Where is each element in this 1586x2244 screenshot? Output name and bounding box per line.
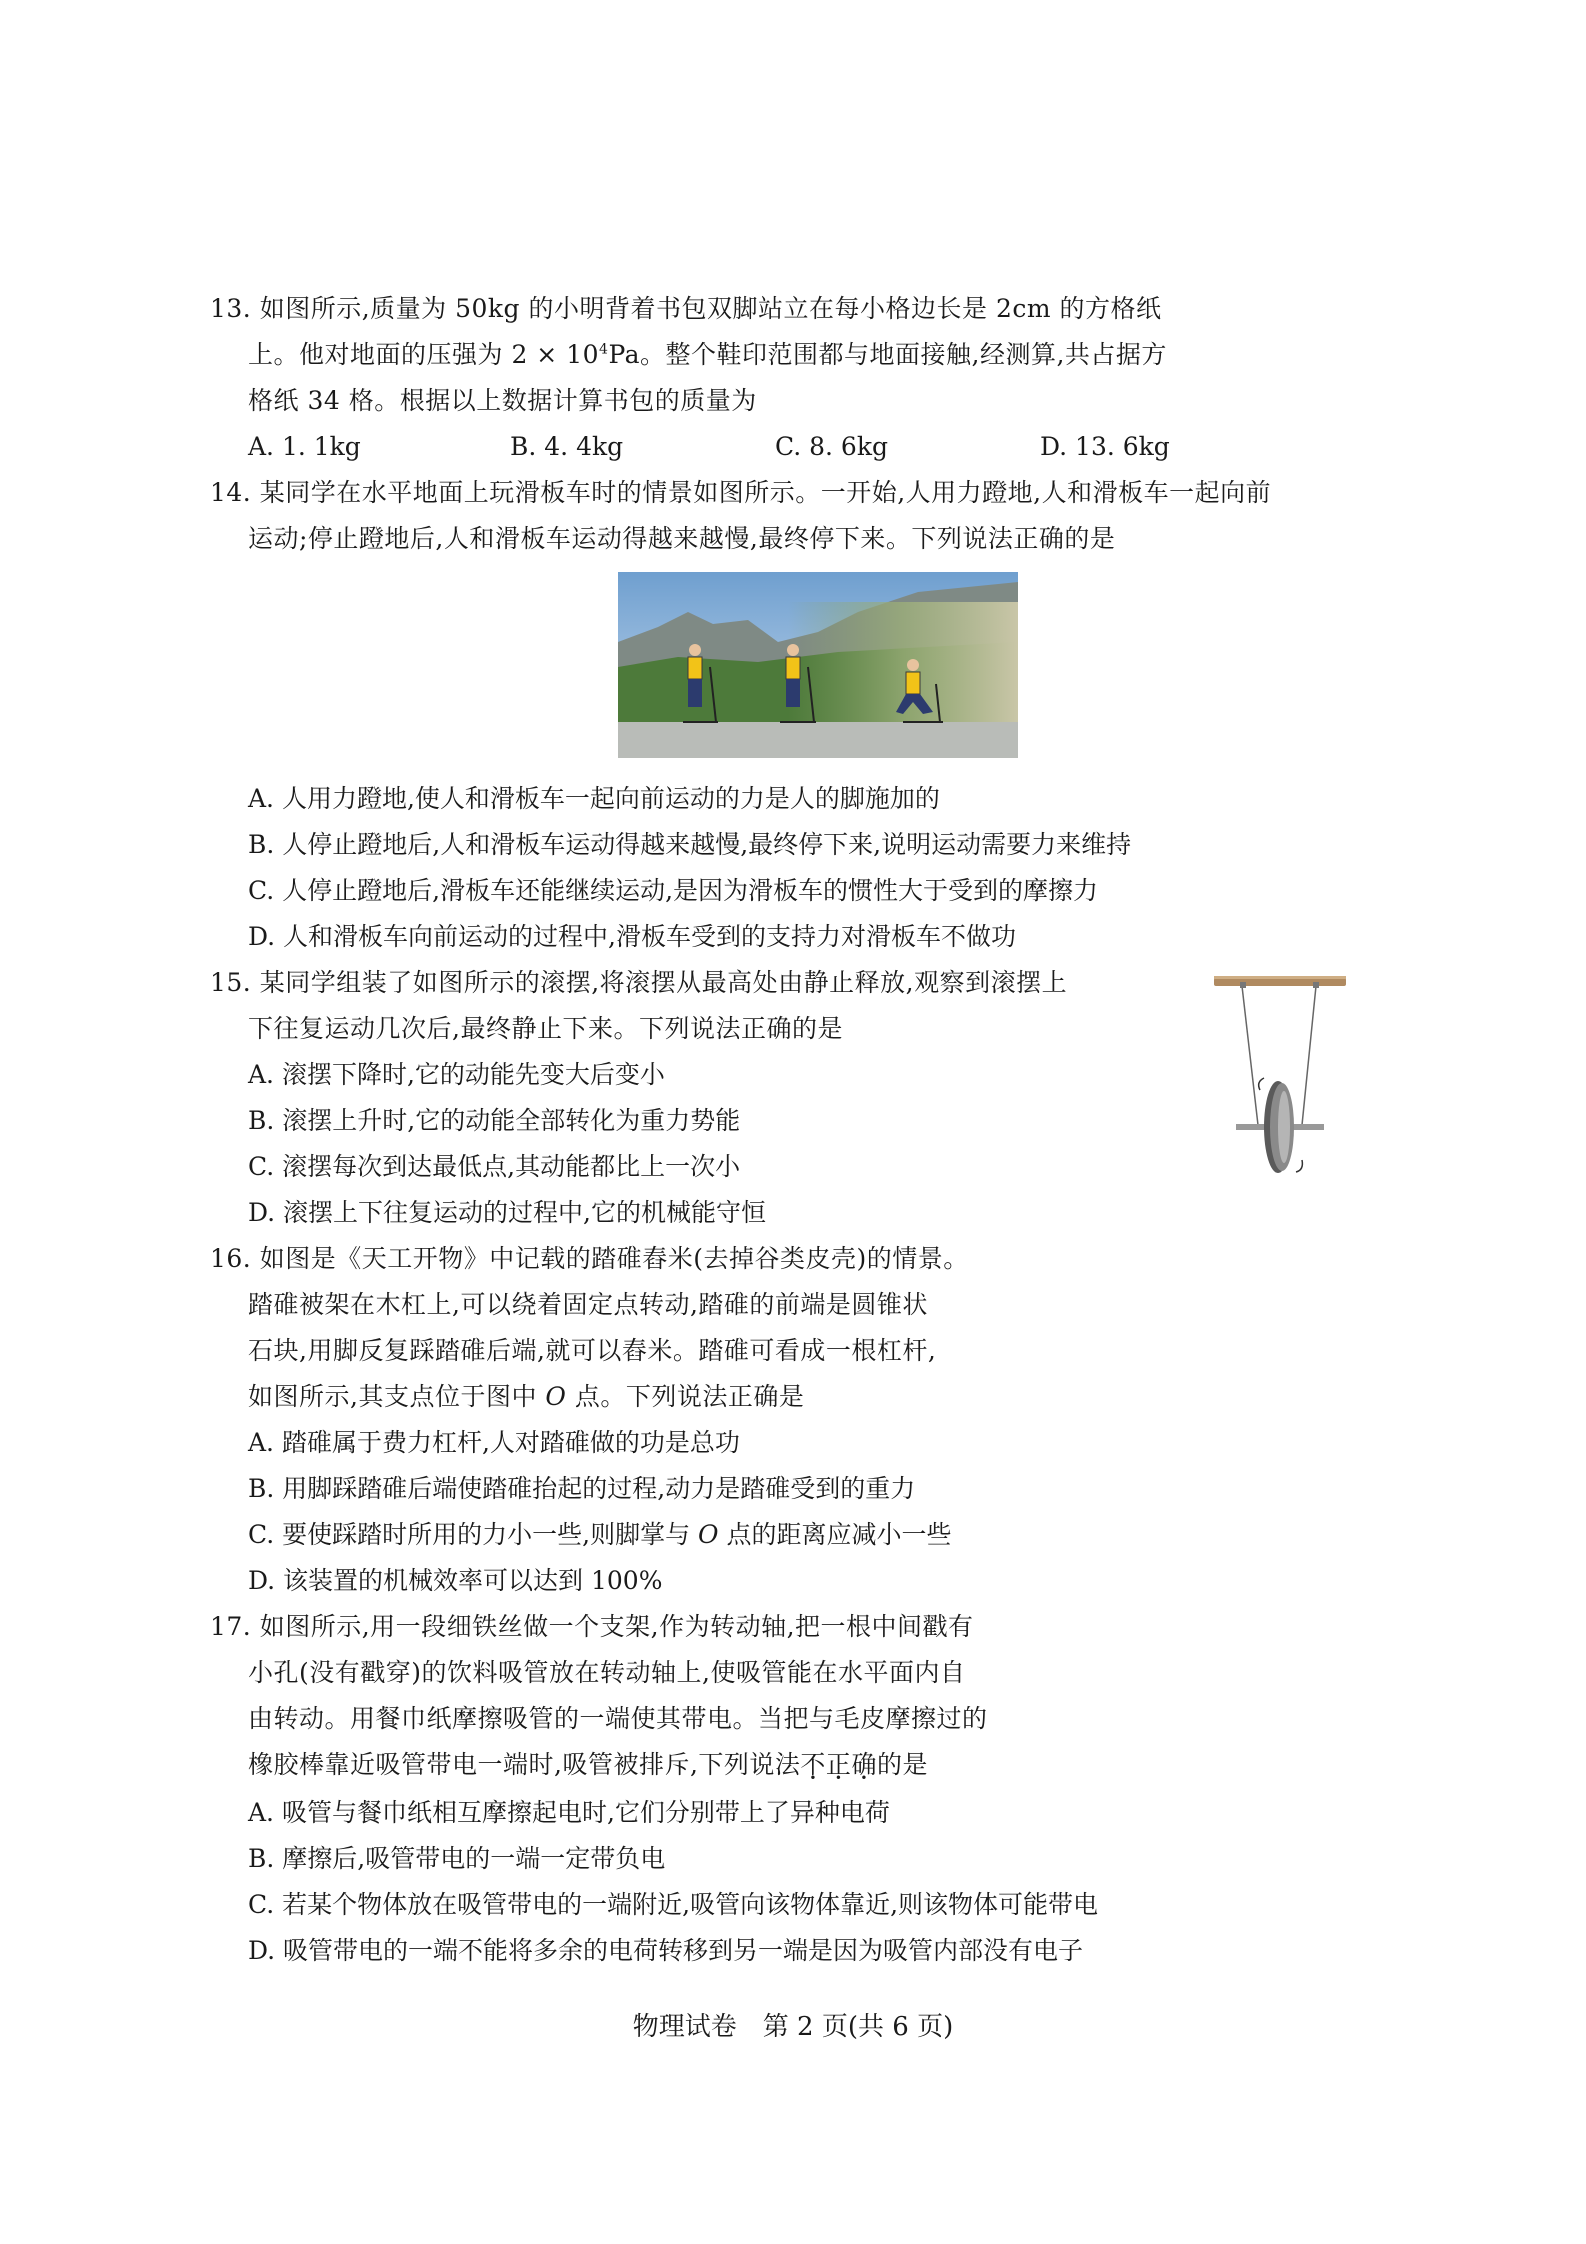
q13-stem-line2-b: Pa。整个鞋印范围都与地面接触,经测算,共占据方 — [608, 340, 1167, 369]
q16-stem-line2: 踏碓被架在木杠上,可以绕着固定点转动,踏碓的前端是圆锥状 — [248, 1290, 928, 1319]
q13-stem-line2-a: 上。他对地面的压强为 2 × 10 — [248, 340, 600, 369]
q16-option-c-b: 点的距离应减小一些 — [718, 1520, 952, 1549]
q16-option-a: A. 踏碓属于费力杠杆,人对踏碓做的功是总功 — [248, 1428, 740, 1457]
q14-option-d: D. 人和滑板车向前运动的过程中,滑板车受到的支持力对滑板车不做功 — [248, 922, 1016, 951]
q13-stem-line1: 13. 如图所示,质量为 50kg 的小明背着书包双脚站立在每小格边长是 2cm 的方格纸 — [210, 294, 1162, 323]
q17-stem-line4-b: 的是 — [876, 1750, 928, 1779]
q17-option-a: A. 吸管与餐巾纸相互摩擦起电时,它们分别带上了异种电荷 — [248, 1798, 890, 1827]
q14-option-b: B. 人停止蹬地后,人和滑板车运动得越来越慢,最终停下来,说明运动需要力来维持 — [248, 830, 1132, 859]
q16-stem-line4 — [248, 1380, 804, 1414]
q13-option-b: B. 4. 4kg — [510, 432, 624, 461]
q13-option-c: C. 8. 6kg — [775, 432, 888, 461]
q17-stem-line2: 小孔(没有戳穿)的饮料吸管放在转动轴上,使吸管能在水平面内自 — [248, 1658, 966, 1687]
q14-option-a: A. 人用力蹬地,使人和滑板车一起向前运动的力是人的脚施加的 — [248, 784, 940, 813]
q15-option-b: B. 滚摆上升时,它的动能全部转化为重力势能 — [248, 1106, 741, 1135]
q16-option-c-o: O — [698, 1520, 719, 1549]
q17-stem-line1: 17. 如图所示,用一段细铁丝做一个支架,作为转动轴,把一根中间戳有 — [210, 1612, 974, 1641]
q16-option-b: B. 用脚踩踏碓后端使踏碓抬起的过程,动力是踏碓受到的重力 — [248, 1474, 916, 1503]
maxwell-pendulum-figure — [1212, 960, 1348, 1200]
q13-stem-line2 — [248, 338, 1167, 372]
q15-option-d: D. 滚摆上下往复运动的过程中,它的机械能守恒 — [248, 1198, 766, 1227]
q17-stem-line3: 由转动。用餐巾纸摩擦吸管的一端使其带电。当把与毛皮摩擦过的 — [248, 1704, 988, 1733]
q15-option-a: A. 滚摆下降时,它的动能先变大后变小 — [248, 1060, 665, 1089]
q16-stem-line4-a: 如图所示,其支点位于图中 — [248, 1382, 546, 1411]
q16-option-c — [248, 1518, 951, 1552]
q16-stem-line1: 16. 如图是《天工开物》中记载的踏碓舂米(去掉谷类皮壳)的情景。 — [210, 1244, 969, 1273]
q17-emphasis-3: 确 — [851, 1750, 877, 1779]
q16-option-c-a: C. 要使踩踏时所用的力小一些,则脚掌与 — [248, 1520, 699, 1549]
q13-stem-line3: 格纸 34 格。根据以上数据计算书包的质量为 — [248, 386, 757, 415]
q16-option-d: D. 该装置的机械效率可以达到 100% — [248, 1566, 663, 1595]
q16-stem-line4-b: 点。下列说法正确是 — [566, 1382, 805, 1411]
q14-stem-line1: 14. 某同学在水平地面上玩滑板车时的情景如图所示。一开始,人用力蹬地,人和滑板车一起向前 — [210, 478, 1272, 507]
q17-option-b: B. 摩擦后,吸管带电的一端一定带负电 — [248, 1844, 666, 1873]
q17-emphasis-2: 正 — [825, 1750, 852, 1779]
q16-stem-line3: 石块,用脚反复踩踏碓后端,就可以舂米。踏碓可看成一根杠杆, — [248, 1336, 937, 1365]
scooter-photo — [618, 572, 1018, 758]
q15-option-c: C. 滚摆每次到达最低点,其动能都比上一次小 — [248, 1152, 741, 1181]
q15-stem-line2: 下往复运动几次后,最终静止下来。下列说法正确的是 — [248, 1014, 843, 1043]
q14-option-c: C. 人停止蹬地后,滑板车还能继续运动,是因为滑板车的惯性大于受到的摩擦力 — [248, 876, 1099, 905]
q13-exponent: 4 — [599, 341, 609, 358]
q17-stem-line4-a: 橡胶棒靠近吸管带电一端时,吸管被排斥,下列说法 — [248, 1750, 801, 1779]
q15-stem-line1: 15. 某同学组装了如图所示的滚摆,将滚摆从最高处由静止释放,观察到滚摆上 — [210, 968, 1068, 997]
q17-emphasis-1: 不 — [800, 1750, 826, 1779]
q14-stem-line2: 运动;停止蹬地后,人和滑板车运动得越来越慢,最终停下来。下列说法正确的是 — [248, 524, 1116, 553]
q17-stem-line4 — [248, 1748, 928, 1782]
page-footer: 物理试卷 第 2 页(共 6 页) — [632, 2012, 954, 2042]
q13-option-a: A. 1. 1kg — [248, 432, 361, 461]
q17-option-c: C. 若某个物体放在吸管带电的一端附近,吸管向该物体靠近,则该物体可能带电 — [248, 1890, 1099, 1919]
q13-option-d: D. 13. 6kg — [1040, 432, 1170, 461]
q16-pivot-label: O — [545, 1382, 567, 1411]
q17-option-d: D. 吸管带电的一端不能将多余的电荷转移到另一端是因为吸管内部没有电子 — [248, 1936, 1084, 1965]
